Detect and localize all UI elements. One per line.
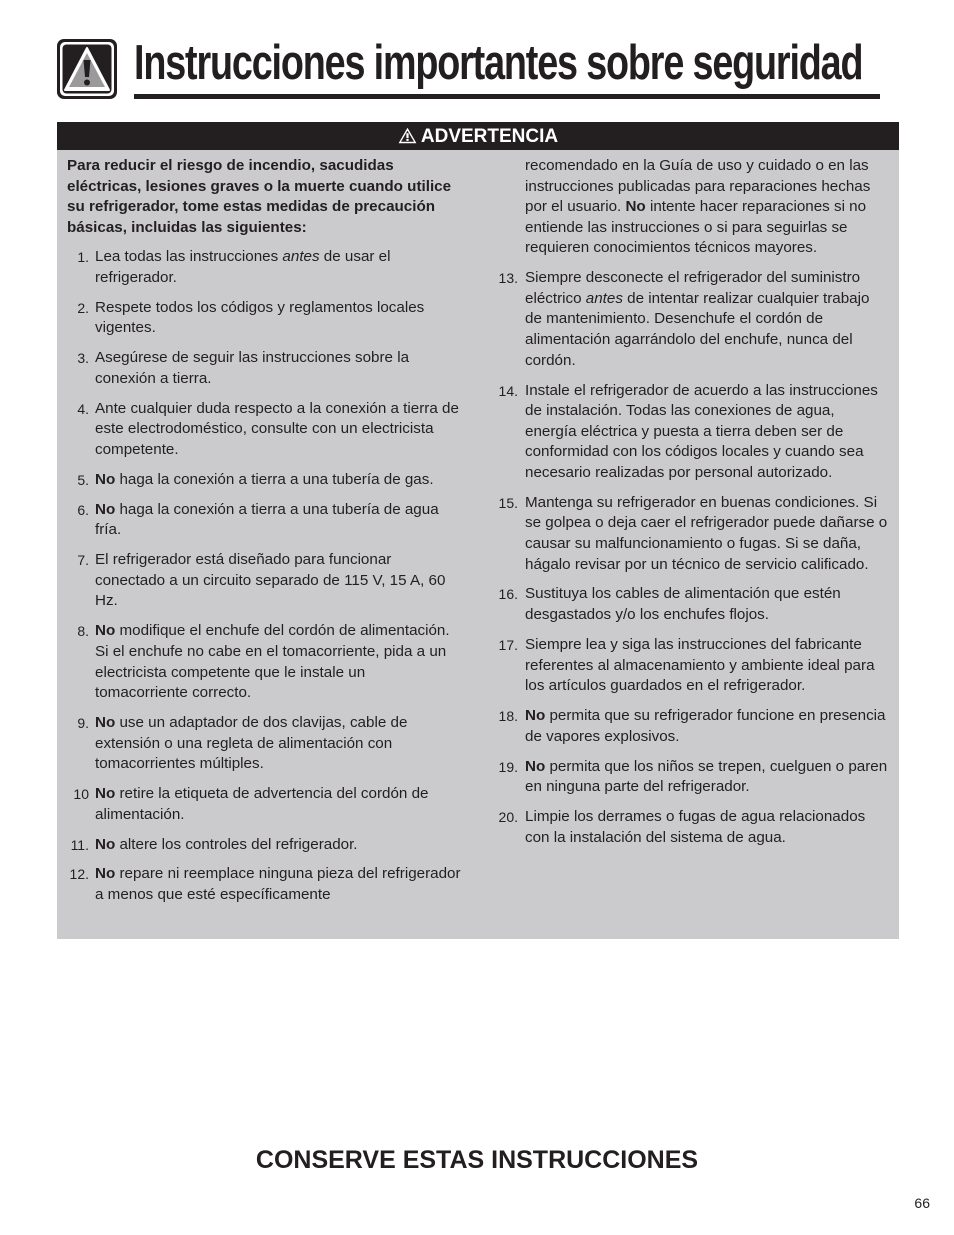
item-strong: No: [95, 622, 116, 640]
item-number: 15.: [498, 494, 518, 511]
item-number: 4.: [77, 400, 89, 417]
item-text: retire la etiqueta de advertencia del cordón de alimentación.: [95, 785, 429, 823]
page-title: Instrucciones importantes sobre seguridad: [134, 36, 863, 90]
item-number: 5.: [77, 471, 89, 488]
title-underline: [134, 94, 880, 99]
item-number: 20.: [498, 809, 518, 825]
item-number: 8.: [77, 623, 89, 640]
list-item: [67, 864, 461, 905]
warning-banner: [57, 122, 899, 150]
intro-text: Para reducir el riesgo de incendio, sacudidas eléctricas, lesiones graves o la muerte cuando utilice su refrigerador, tome estas medidas de precaución básicas, incluidas las siguientes:: [67, 157, 452, 236]
item-text: Mantenga su refrigerador en buenas condiciones. Si se golpea o deja caer el refrigerador puede dañarse o causar su malfuncionamiento o fugas. Si se daña, hágalo revisar por un técnico de servicio calificado.: [525, 493, 888, 573]
item-number: 3.: [77, 350, 89, 367]
item-number: 6.: [77, 501, 89, 518]
list-item: [494, 706, 890, 747]
item-text: Ante cualquier duda respecto a la conexión a tierra de este electrodoméstico, consulte con un electricista competente.: [95, 399, 459, 459]
item-number: 17.: [498, 636, 518, 653]
list-item: [67, 247, 461, 288]
item-text: Limpie los derrames o fugas de agua relacionados con la instalación del sistema de agua.: [525, 808, 866, 846]
list-item: [494, 381, 890, 484]
item-emphasis: antes: [585, 289, 623, 307]
item-text: haga la conexión a tierra a una tubería de gas.: [115, 470, 434, 488]
item-strong: No: [95, 835, 116, 853]
item-number: 16.: [498, 586, 518, 603]
item-emphasis: antes: [282, 248, 320, 266]
list-item: [67, 348, 461, 389]
item-text: altere los controles del refrigerador.: [115, 835, 358, 853]
warning-triangle-icon: [398, 127, 417, 144]
item-text: use un adaptador de dos clavijas, cable de extensión o una regleta de alimentación con tomacorrientes múltiples.: [95, 714, 408, 773]
item-number: 14.: [498, 382, 518, 399]
list-item: [67, 621, 461, 703]
item-text: El refrigerador está diseñado para funcionar conectado a un circuito separado de 115 V, 15 A, 60 Hz.: [95, 551, 446, 610]
list-item: [67, 835, 461, 856]
item-text: permita que su refrigerador funcione en presencia de vapores explosivos.: [525, 707, 886, 745]
warning-panel: [57, 122, 899, 939]
item-number: 18.: [498, 708, 518, 725]
item-strong: No: [95, 500, 116, 518]
item-text-post: de intentar realizar cualquier trabajo de mantenimiento. Desenchufe el cordón de alimentación agarrándolo del enchufe, nunca del cordón.: [525, 289, 870, 369]
page-number: 66: [914, 1195, 930, 1211]
instruction-list-right: [494, 268, 890, 848]
item-number: 10: [73, 786, 89, 803]
item-text: Sustituya los cables de alimentación que estén desgastados y/o los enchufes flojos.: [525, 585, 841, 624]
item-strong: No: [525, 757, 546, 775]
banner-label: ADVERTENCIA: [420, 126, 559, 147]
item-text: modifique el enchufe del cordón de alimentación. Si el enchufe no cabe en el tomacorriente, pida a un electricista competente que le instale un tomacorriente correcto.: [95, 622, 450, 702]
warning-icon: [56, 38, 118, 100]
footer-title: CONSERVE ESTAS INSTRUCCIONES: [255, 1146, 699, 1174]
item-text: haga la conexión a tierra a una tubería de agua fría.: [95, 500, 439, 539]
item-text: permita que los niños se trepen, cuelguen o paren en ninguna parte del refrigerador.: [525, 757, 888, 796]
item-number: 19.: [498, 758, 518, 775]
list-item: [67, 550, 461, 612]
item-number: 9.: [77, 715, 89, 732]
list-item: [494, 635, 890, 697]
list-item: [67, 399, 461, 461]
list-item: [67, 500, 461, 541]
list-item: [494, 757, 890, 798]
item-number: 13.: [498, 270, 518, 287]
page-header: [56, 38, 880, 100]
item-number: 12.: [69, 866, 89, 883]
item-number: 1.: [77, 249, 89, 266]
list-item: [67, 784, 461, 825]
item-number: 11.: [70, 836, 89, 853]
item-text: Asegúrese de seguir las instrucciones sobre la conexión a tierra.: [95, 349, 410, 387]
list-item: [494, 584, 890, 625]
item-strong: No: [95, 714, 116, 732]
item-text: Siempre desconecte el refrigerador del suministro eléctrico: [525, 269, 861, 307]
item-text: Respete todos los códigos y reglamentos locales vigentes.: [95, 298, 425, 337]
item-text: repare ni reemplace ninguna pieza del refrigerador a menos que esté específicamente: [95, 865, 461, 904]
list-item: [67, 470, 461, 491]
item-number: 7.: [77, 552, 89, 569]
list-item: [494, 807, 890, 848]
right-column: [494, 156, 890, 857]
item-text-post: de usar el refrigerador.: [95, 248, 391, 286]
item-12-continuation: recomendado en la Guía de uso y cuidado o en las instrucciones publicadas para reparaciones hechas por el usuario. No intente hacer reparaciones si no entiende las instrucciones o si para seguirlas se requieren conocimientos técnicos mayores.: [525, 157, 871, 257]
item-text: Siempre lea y siga las instrucciones del fabricante referentes al almacenamiento y ambiente ideal para los artículos guardados en el refrigerador.: [525, 635, 875, 695]
instruction-list-left: [67, 247, 461, 905]
item-strong: No: [525, 707, 546, 725]
item-number: 2.: [77, 299, 89, 316]
list-item: [494, 268, 890, 371]
item-text: Instale el refrigerador de acuerdo a las instrucciones de instalación. Todas las conexiones de agua, energía eléctrica y puesta a tierra deben ser de conformidad con los códigos locales y cuando sea necesario realizadas por personal autorizado.: [525, 381, 878, 481]
item-strong: No: [95, 470, 116, 488]
item-text: Lea todas las instrucciones: [95, 248, 283, 266]
left-column: [67, 156, 461, 915]
list-item: [67, 298, 461, 339]
item-strong: No: [95, 785, 116, 803]
item-strong: No: [95, 865, 116, 883]
list-item: [67, 713, 461, 775]
list-item: [494, 493, 890, 575]
